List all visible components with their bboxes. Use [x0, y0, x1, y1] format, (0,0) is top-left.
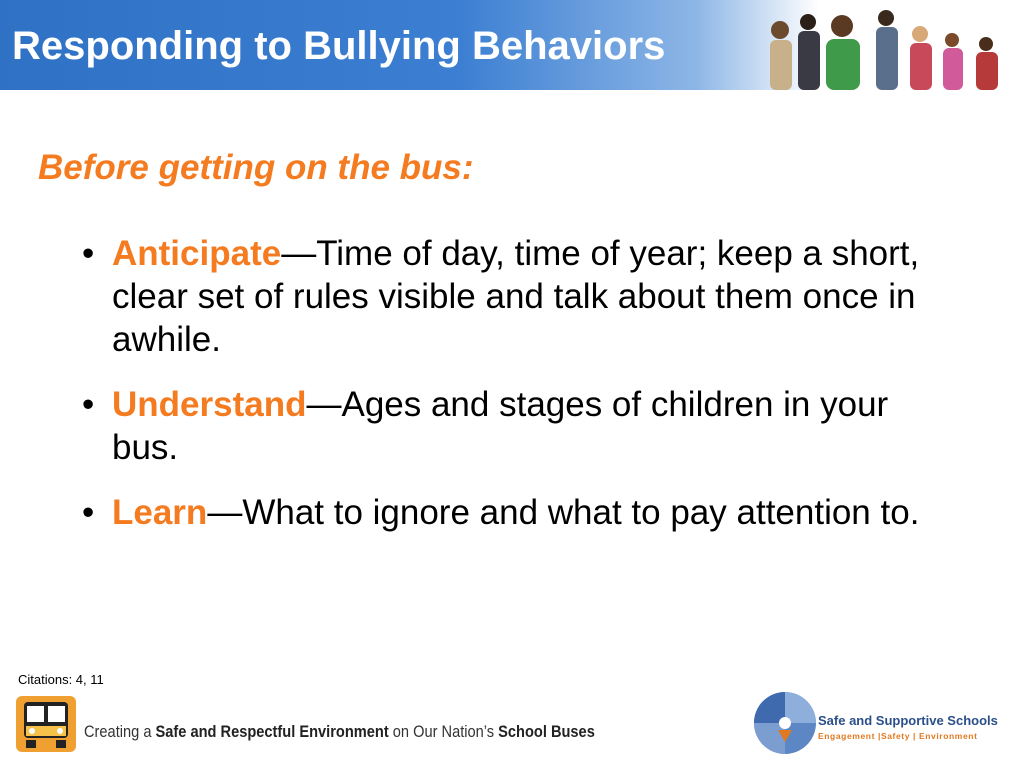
safe-supportive-schools-logo	[752, 690, 818, 756]
student-figure	[876, 10, 898, 90]
bullet-item	[82, 232, 942, 361]
school-bus-icon	[14, 694, 78, 754]
student-figure	[976, 37, 998, 90]
footer-text-bold: Safe and Respectful Environment	[155, 722, 389, 741]
bullet-item	[82, 383, 942, 469]
bullet-keyword: Understand	[112, 385, 307, 424]
students-photo	[760, 4, 1010, 90]
student-figure	[826, 15, 860, 90]
bullet-text: —Ages and stages of children in your bus.	[112, 385, 889, 467]
bullet-keyword: Anticipate	[112, 234, 282, 273]
student-figure	[910, 26, 932, 90]
bullet-dot: •	[82, 234, 95, 273]
footer-text-part: Creating a	[84, 722, 156, 741]
student-figure	[770, 21, 792, 90]
student-figure	[943, 33, 963, 90]
bullet-dot: •	[82, 493, 95, 532]
footer-tagline	[84, 722, 595, 742]
bullet-item	[82, 491, 942, 534]
logo-tagline: Engagement |Safety | Environment	[818, 731, 978, 741]
bullet-text: —What to ignore and what to pay attention to.	[207, 493, 920, 532]
citation-text: Citations: 4, 11	[18, 672, 104, 687]
footer-text-bold: School Buses	[498, 722, 595, 741]
slide-title: Responding to Bullying Behaviors	[12, 24, 666, 68]
footer-text-part: on Our Nation’s	[388, 722, 499, 741]
logo-title: Safe and Supportive Schools	[818, 713, 998, 728]
student-figure	[798, 14, 820, 90]
header-banner	[0, 0, 1024, 90]
bullet-text: —Time of day, time of year; keep a short, clear set of rules visible and talk about them once in awhile.	[112, 234, 920, 359]
section-subtitle: Before getting on the bus:	[38, 148, 474, 187]
bullet-keyword: Learn	[112, 493, 208, 532]
bullet-list	[82, 232, 942, 556]
bullet-dot: •	[82, 385, 95, 424]
